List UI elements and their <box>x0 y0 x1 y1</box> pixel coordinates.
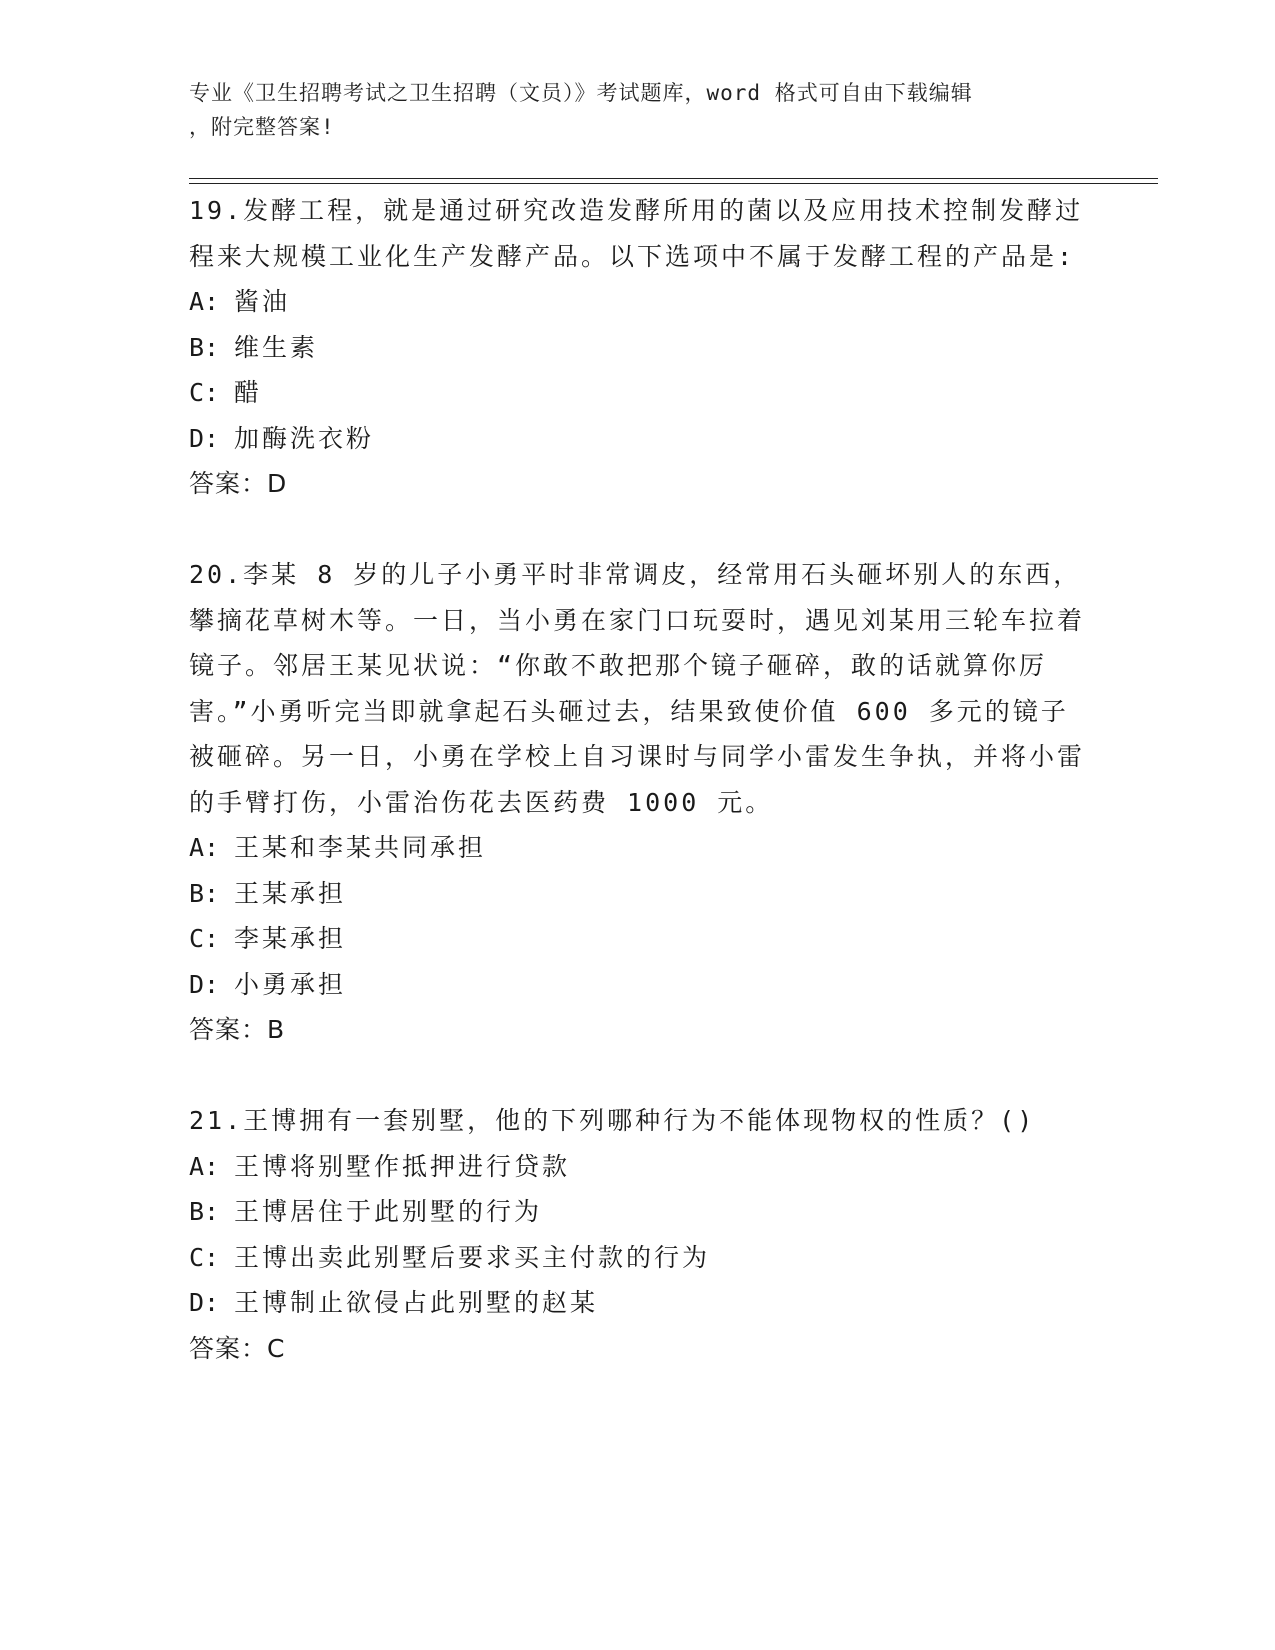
option-text: 小勇承担 <box>234 969 347 999</box>
question-stem: 20.李某 8 岁的儿子小勇平时非常调皮，经常用石头砸坏别人的东西，攀摘花草树木等。一日，当小勇在家门口玩耍时，遇见刘某用三轮车拉着镜子。邻居王某见状说：“你敢不敢把那个镜子砸碎，敢的话就算你厉害。”小勇听完当即就拿起石头砸过去，结果致使价值 600 多元的镜子被砸碎。另一日，小勇在学校上自习课时与同学小雷发生争执，并将小雷的手臂打伤，小雷治伤花去医药费 1000 元。 <box>189 560 1086 817</box>
question-21 <box>189 1098 1089 1371</box>
option-key: D: <box>189 969 220 999</box>
option-d <box>189 416 1089 462</box>
option-text: 酱油 <box>234 287 291 316</box>
option-a <box>189 825 1089 871</box>
option-text: 加酶洗衣粉 <box>234 423 375 453</box>
option-key: B: <box>189 878 220 908</box>
option-key: C: <box>189 378 220 407</box>
question-stem: 21.王博拥有一套别墅，他的下列哪种行为不能体现物权的性质？() <box>189 1106 1036 1135</box>
question-spacer <box>189 507 1089 553</box>
option-text: 王某和李某共同承担 <box>234 833 487 862</box>
option-text: 王某承担 <box>234 878 347 908</box>
option-key: D: <box>189 423 220 453</box>
option-key: D: <box>189 1288 220 1317</box>
question-19 <box>189 188 1089 507</box>
option-text: 王博制止欲侵占此别墅的赵某 <box>234 1288 599 1317</box>
answer-line: 答案：D <box>189 469 288 498</box>
question-stem: 19.发酵工程，就是通过研究改造发酵所用的菌以及应用技术控制发酵过程来大规模工业化生产发酵产品。以下选项中不属于发酵工程的产品是: <box>189 196 1084 271</box>
option-key: A: <box>189 833 220 862</box>
answer-line: 答案：B <box>189 1015 286 1044</box>
option-text: 王博出卖此别墅后要求买主付款的行为 <box>234 1242 711 1272</box>
option-b <box>189 325 1089 371</box>
option-key: B: <box>189 332 220 362</box>
option-b <box>189 1189 1089 1235</box>
option-text: 王博将别墅作抵押进行贷款 <box>234 1151 571 1181</box>
header-divider-top <box>189 178 1158 179</box>
option-key: A: <box>189 287 220 316</box>
option-c <box>189 370 1089 416</box>
option-key: A: <box>189 1151 220 1181</box>
option-text: 李某承担 <box>234 924 347 953</box>
document-header <box>189 76 1079 144</box>
option-b <box>189 871 1089 917</box>
option-d <box>189 962 1089 1008</box>
header-line-1: 专业《卫生招聘考试之卫生招聘（文员）》考试题库，word 格式可自由下载编辑 <box>189 81 973 105</box>
option-a <box>189 279 1089 325</box>
option-key: C: <box>189 1242 220 1272</box>
question-20 <box>189 552 1089 1053</box>
option-text: 醋 <box>234 378 263 407</box>
header-line-2: ，附完整答案! <box>189 115 335 139</box>
option-d <box>189 1280 1089 1326</box>
question-list <box>189 188 1089 1371</box>
answer-line: 答案：C <box>189 1333 286 1363</box>
option-a <box>189 1144 1089 1190</box>
option-text: 王博居住于此别墅的行为 <box>234 1197 543 1226</box>
option-key: C: <box>189 924 220 953</box>
option-key: B: <box>189 1197 220 1226</box>
option-c <box>189 916 1089 962</box>
header-divider-bottom <box>189 183 1158 184</box>
option-text: 维生素 <box>234 332 319 362</box>
question-spacer <box>189 1053 1089 1099</box>
option-c <box>189 1235 1089 1281</box>
